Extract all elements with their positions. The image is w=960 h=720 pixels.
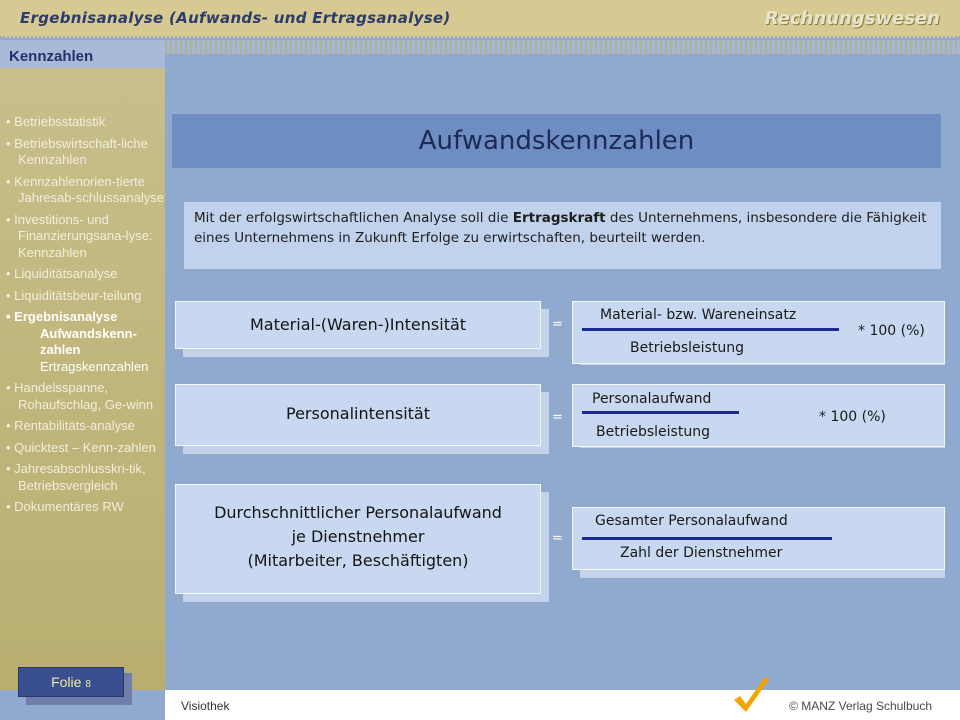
avg-personnel-cost-label-line1: Durchschnittlicher Personalaufwand: [214, 503, 502, 522]
equals-sign: =: [552, 317, 563, 332]
avg-personnel-cost-label-line2: je Dienstnehmer: [291, 527, 425, 546]
sidebar-item-investitions-finanzierungsanalyse[interactable]: • Investitions- und Finanzierungsana-lyse: Kennzahlen: [6, 211, 153, 260]
avg-personnel-cost-label-box: [175, 484, 541, 594]
intro-text-end: des Unternehmens, insbesondere die Fähigkeit eines Unternehmens in Zukunft Erfolge zu erwirtschaften, beurteilt werden.: [194, 210, 927, 246]
sidebar-item-jahresabschlussanalyse[interactable]: • Kennzahlenorien-tierte Jahresab-schlussanalyse: [6, 173, 164, 205]
avg-personnel-cost-denominator: Zahl der Dienstnehmer: [620, 545, 783, 561]
sidebar-subitem-ertragskennzahlen[interactable]: Ertragskennzahlen: [40, 358, 149, 374]
personnel-intensity-multiplier: * 100 (%): [819, 409, 886, 425]
sidebar-item-dokumentaeres-rw[interactable]: • Dokumentäres RW: [6, 499, 124, 514]
fraction-line: [582, 411, 739, 414]
sidebar-item-label: • Ergebnisanalyse: [6, 309, 118, 324]
brand-label: Rechnungswesen: [764, 8, 940, 29]
top-bar: [0, 0, 960, 38]
personnel-intensity-numerator: Personalaufwand: [592, 391, 712, 407]
sidebar-heading: Kennzahlen: [9, 48, 94, 65]
sidebar-item-handelsspanne[interactable]: • Handelsspanne, Rohaufschlag, Ge-winn: [6, 380, 154, 412]
footer-left-label: Visiothek: [181, 699, 230, 713]
slide-title-box: [172, 114, 941, 168]
personnel-intensity-label: Personalintensität: [286, 404, 430, 423]
material-intensity-numerator: Material- bzw. Wareneinsatz: [600, 307, 797, 323]
sidebar-nav: [6, 114, 166, 521]
sidebar-subitem-aufwandskennzahlen[interactable]: Aufwandskenn-zahlen: [40, 325, 137, 357]
sidebar-item-betriebswirtschaftliche-kennzahlen[interactable]: • Betriebswirtschaft-liche Kennzahlen: [6, 135, 148, 167]
intro-highlight: Ertragskraft: [512, 210, 606, 226]
material-intensity-multiplier: * 100 (%): [858, 323, 925, 339]
material-intensity-label-box: [175, 301, 541, 349]
equals-sign: =: [552, 410, 563, 425]
sidebar-item-jahresabschlusskritik[interactable]: • Jahresabschlusskri-tik, Betriebsvergleich: [6, 461, 146, 493]
intro-text-start: Mit der erfolgswirtschaftlichen Analyse soll die: [194, 210, 513, 226]
fraction-line: [582, 537, 832, 540]
avg-personnel-cost-label-line3: (Mitarbeiter, Beschäftigten): [247, 551, 469, 570]
intro-text: [184, 202, 941, 269]
sidebar-item-betriebsstatistik[interactable]: • Betriebsstatistik: [6, 114, 106, 129]
fraction-line: [582, 328, 839, 331]
material-intensity-denominator: Betriebsleistung: [630, 340, 744, 356]
footer: [165, 690, 960, 720]
sidebar-item-quicktest[interactable]: • Quicktest – Kenn-zahlen: [6, 439, 156, 455]
material-intensity-label: Material-(Waren-)Intensität: [249, 315, 467, 334]
sidebar-item-liquiditaetsbeurteilung[interactable]: • Liquiditätsbeur-teilung: [6, 287, 142, 303]
personnel-intensity-label-box: [175, 384, 541, 446]
avg-personnel-cost-numerator: Gesamter Personalaufwand: [595, 513, 788, 529]
folie-label: Folie: [51, 674, 82, 690]
equals-sign: =: [552, 531, 563, 546]
copyright-label: © MANZ Verlag Schulbuch: [789, 699, 932, 713]
sidebar-item-rentabilitaetsanalyse[interactable]: • Rentabilitäts-analyse: [6, 418, 135, 433]
sidebar-item-ergebnisanalyse[interactable]: [6, 309, 166, 375]
checkmark-logo-icon: [732, 676, 772, 718]
folie-number: 8: [85, 679, 91, 690]
personnel-intensity-denominator: Betriebsleistung: [596, 424, 710, 440]
folie-badge: [18, 667, 124, 697]
sidebar-item-liquiditaetsanalyse[interactable]: • Liquiditätsanalyse: [6, 266, 118, 281]
slide-title: Aufwandskennzahlen: [418, 126, 695, 156]
presentation-title: Ergebnisanalyse (Aufwands- und Ertragsanalyse): [20, 9, 451, 27]
